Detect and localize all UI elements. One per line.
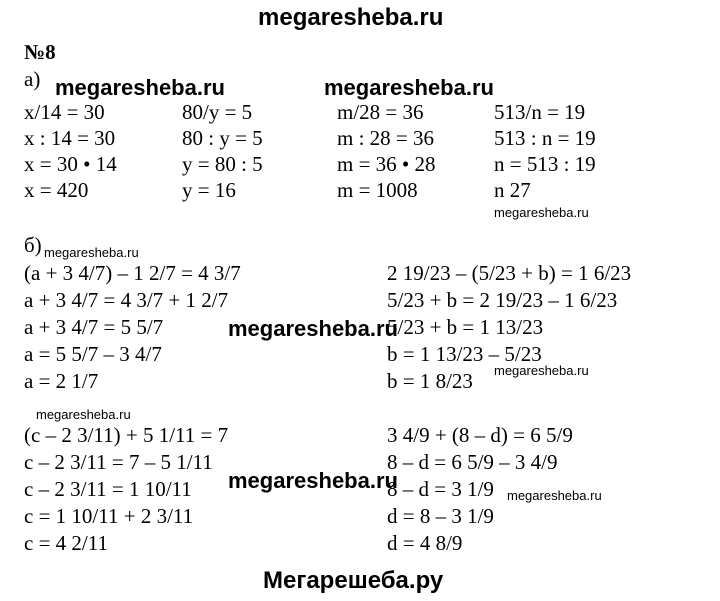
part-b-label: б) bbox=[24, 233, 42, 257]
page-header: megaresheba.ru bbox=[258, 4, 444, 31]
equation-line: c – 2 3/11 = 7 – 5 1/11 bbox=[24, 450, 213, 474]
equation-line: b = 1 13/23 – 5/23 bbox=[387, 342, 542, 366]
equation-line: m = 36 • 28 bbox=[337, 152, 436, 176]
equation-line: (c – 2 3/11) + 5 1/11 = 7 bbox=[24, 423, 229, 447]
equation-line: x = 30 • 14 bbox=[24, 152, 117, 176]
equation-line: a + 3 4/7 = 4 3/7 + 1 2/7 bbox=[24, 288, 229, 312]
equation-line: x/14 = 30 bbox=[24, 100, 105, 124]
equation-line: 80 : y = 5 bbox=[182, 126, 263, 150]
equation-line: c – 2 3/11 = 1 10/11 bbox=[24, 477, 192, 501]
watermark: megaresheba.ru bbox=[55, 75, 225, 100]
equation-line: a = 5 5/7 – 3 4/7 bbox=[24, 342, 162, 366]
equation-line: 80/y = 5 bbox=[182, 100, 253, 124]
equation-line: 8 – d = 3 1/9 bbox=[387, 477, 494, 501]
equation-line: 5/23 + b = 1 13/23 bbox=[387, 315, 544, 339]
equation-line: m = 1008 bbox=[337, 178, 418, 202]
equation-line: 513/n = 19 bbox=[494, 100, 586, 124]
equation-line: a = 2 1/7 bbox=[24, 369, 99, 393]
task-number: №8 bbox=[24, 40, 56, 64]
equation-line: 8 – d = 6 5/9 – 3 4/9 bbox=[387, 450, 558, 474]
watermark: megaresheba.ru bbox=[228, 468, 398, 493]
equation-line: d = 8 – 3 1/9 bbox=[387, 504, 494, 528]
equation-line: n 27 bbox=[494, 178, 531, 202]
watermark: megaresheba.ru bbox=[36, 407, 131, 422]
equation-line: 3 4/9 + (8 – d) = 6 5/9 bbox=[387, 423, 573, 447]
equation-line: (a + 3 4/7) – 1 2/7 = 4 3/7 bbox=[24, 261, 241, 285]
equation-line: m : 28 = 36 bbox=[337, 126, 435, 150]
equation-line: d = 4 8/9 bbox=[387, 531, 463, 555]
part-a-label: а) bbox=[24, 67, 41, 91]
watermark: megaresheba.ru bbox=[507, 488, 602, 503]
equation-line: n = 513 : 19 bbox=[494, 152, 596, 176]
equation-line: y = 16 bbox=[182, 178, 236, 202]
watermark: megaresheba.ru bbox=[228, 316, 398, 341]
equation-line: x = 420 bbox=[24, 178, 89, 202]
watermark: megaresheba.ru bbox=[494, 205, 589, 220]
equation-line: 2 19/23 – (5/23 + b) = 1 6/23 bbox=[387, 261, 632, 285]
equation-line: a + 3 4/7 = 5 5/7 bbox=[24, 315, 164, 339]
equation-line: c = 1 10/11 + 2 3/11 bbox=[24, 504, 194, 528]
equation-line: x : 14 = 30 bbox=[24, 126, 116, 150]
watermark: megaresheba.ru bbox=[44, 245, 139, 260]
equation-line: m/28 = 36 bbox=[337, 100, 424, 124]
equation-line: c = 4 2/11 bbox=[24, 531, 108, 555]
watermark: megaresheba.ru bbox=[494, 363, 589, 378]
equation-line: b = 1 8/23 bbox=[387, 369, 473, 393]
equation-line: 513 : n = 19 bbox=[494, 126, 596, 150]
watermark: megaresheba.ru bbox=[324, 75, 494, 100]
equation-line: 5/23 + b = 2 19/23 – 1 6/23 bbox=[387, 288, 618, 312]
equation-line: y = 80 : 5 bbox=[182, 152, 263, 176]
page-footer: Мегарешеба.ру bbox=[263, 567, 444, 594]
